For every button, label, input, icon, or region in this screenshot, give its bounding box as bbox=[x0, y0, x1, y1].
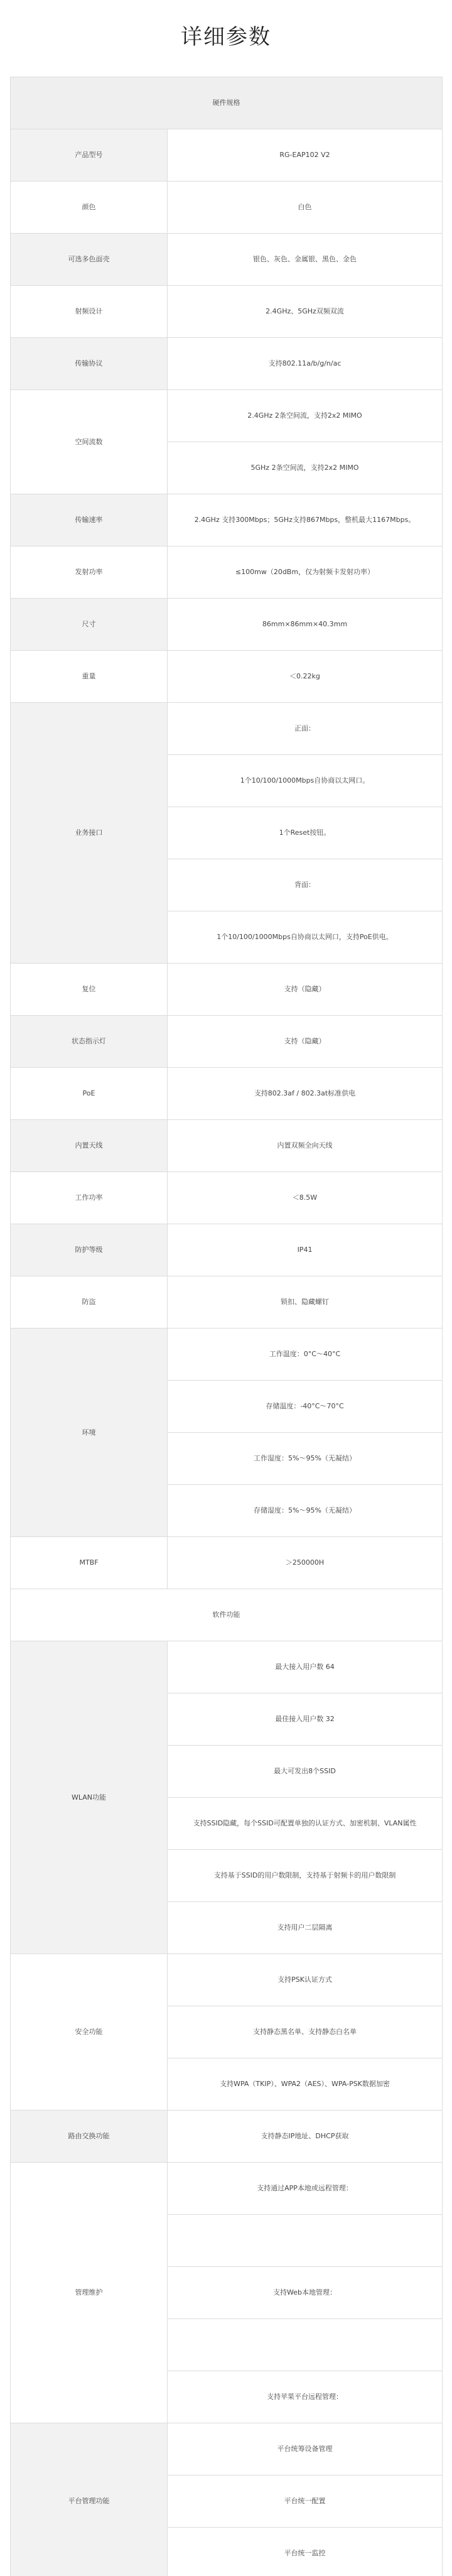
spec-label: 重量 bbox=[11, 651, 168, 703]
spec-value: 平台统筹设备管理 bbox=[168, 2423, 443, 2475]
software-spec-row bbox=[11, 2163, 443, 2215]
spec-row bbox=[11, 338, 443, 390]
spec-label: MTBF bbox=[11, 1537, 168, 1589]
spec-label: 产品型号 bbox=[11, 129, 168, 182]
spec-value: 支持基于SSID的用户数限制，支持基于射频卡的用户数限制 bbox=[168, 1850, 443, 1902]
spec-value: 背面： bbox=[168, 859, 443, 911]
spec-label: 传输速率 bbox=[11, 494, 168, 546]
spec-label: 可选多色面壳 bbox=[11, 234, 168, 286]
spec-label: 工作功率 bbox=[11, 1172, 168, 1224]
spec-value: 支持通过APP本地或远程管理： bbox=[168, 2163, 443, 2215]
spec-value: 平台统一监控 bbox=[168, 2528, 443, 2576]
spec-label: 尺寸 bbox=[11, 599, 168, 651]
spec-value: 工作温度：0°C～40°C bbox=[168, 1329, 443, 1381]
spec-row bbox=[11, 1068, 443, 1120]
spec-row bbox=[11, 390, 443, 442]
spec-value: IP41 bbox=[168, 1224, 443, 1276]
spec-value: 最佳接入用户数 32 bbox=[168, 1693, 443, 1746]
spec-row bbox=[11, 1224, 443, 1276]
spec-label: 路由交换功能 bbox=[11, 2111, 168, 2163]
spec-value: 支持苹果平台远程管理： bbox=[168, 2371, 443, 2423]
spec-row bbox=[11, 703, 443, 755]
spec-label: PoE bbox=[11, 1068, 168, 1120]
software-spec-row bbox=[11, 1641, 443, 1693]
spec-value: 支持SSID隐藏，每个SSID可配置单独的认证方式、加密机制、VLAN属性 bbox=[168, 1798, 443, 1850]
spec-label: 平台管理功能 bbox=[11, 2423, 168, 2576]
page-title: 详细参数 bbox=[181, 24, 271, 50]
spec-label: 复位 bbox=[11, 964, 168, 1016]
spec-label: 业务接口 bbox=[11, 703, 168, 964]
spec-row bbox=[11, 599, 443, 651]
spec-row bbox=[11, 234, 443, 286]
spec-table-body bbox=[11, 77, 443, 2576]
spec-label: WLAN功能 bbox=[11, 1641, 168, 1954]
spec-value: ＞250000H bbox=[168, 1537, 443, 1589]
spec-value: 5GHz 2条空间流，支持2x2 MIMO bbox=[168, 442, 443, 494]
spec-value: 1个10/100/1000Mbps自协商以太网口。 bbox=[168, 755, 443, 807]
spec-value: 白色 bbox=[168, 182, 443, 234]
spec-value: 支持802.3af / 802.3at标准供电 bbox=[168, 1068, 443, 1120]
spec-row bbox=[11, 1329, 443, 1381]
spec-value: 最大可发出8个SSID bbox=[168, 1746, 443, 1798]
section-title-hardware: 硬件规格 bbox=[11, 77, 443, 129]
spec-value: 支持802.11a/b/g/n/ac bbox=[168, 338, 443, 390]
software-spec-row bbox=[11, 2111, 443, 2163]
section-row-hardware bbox=[11, 77, 443, 129]
spec-label: 管理维护 bbox=[11, 2163, 168, 2423]
spec-value: 锁扣、隐藏螺钉 bbox=[168, 1276, 443, 1329]
spec-value: RG-EAP102 V2 bbox=[168, 129, 443, 182]
spec-label: 发射功率 bbox=[11, 546, 168, 599]
spec-value: 存储湿度：5%～95%（无凝结） bbox=[168, 1485, 443, 1537]
spec-value bbox=[168, 2215, 443, 2267]
spec-value: 银色、灰色、金属银、黑色、金色 bbox=[168, 234, 443, 286]
spec-value: 支持PSK认证方式 bbox=[168, 1954, 443, 2006]
spec-label: 传输协议 bbox=[11, 338, 168, 390]
software-spec-row bbox=[11, 2423, 443, 2475]
spec-row bbox=[11, 1172, 443, 1224]
spec-row bbox=[11, 129, 443, 182]
spec-value: ≤100mw（20dBm，仅为射频卡发射功率） bbox=[168, 546, 443, 599]
spec-row bbox=[11, 964, 443, 1016]
spec-label: 空间流数 bbox=[11, 390, 168, 494]
spec-value: 支持静态黑名单、支持静态白名单 bbox=[168, 2006, 443, 2058]
spec-row bbox=[11, 494, 443, 546]
spec-value: 86mm×86mm×40.3mm bbox=[168, 599, 443, 651]
spec-label: 内置天线 bbox=[11, 1120, 168, 1172]
spec-row bbox=[11, 286, 443, 338]
spec-label: 安全功能 bbox=[11, 1954, 168, 2111]
section-row-software bbox=[11, 1589, 443, 1641]
spec-label: 防盗 bbox=[11, 1276, 168, 1329]
spec-value: 存储温度：-40°C～70°C bbox=[168, 1381, 443, 1433]
spec-value: 支持（隐藏） bbox=[168, 1016, 443, 1068]
spec-value: ＜8.5W bbox=[168, 1172, 443, 1224]
spec-value: 最大接入用户数 64 bbox=[168, 1641, 443, 1693]
spec-label: 状态指示灯 bbox=[11, 1016, 168, 1068]
spec-value: 2.4GHz 支持300Mbps；5GHz支持867Mbps，整机最大1167Mbps。 bbox=[168, 494, 443, 546]
spec-value: 1个10/100/1000Mbps自协商以太网口，支持PoE供电。 bbox=[168, 911, 443, 964]
spec-row bbox=[11, 1016, 443, 1068]
spec-value: 支持Web本地管理： bbox=[168, 2267, 443, 2319]
spec-value: ＜0.22kg bbox=[168, 651, 443, 703]
spec-label: 颜色 bbox=[11, 182, 168, 234]
spec-row bbox=[11, 1537, 443, 1589]
spec-row bbox=[11, 1276, 443, 1329]
spec-value: 支持静态IP地址、DHCP获取 bbox=[168, 2111, 443, 2163]
spec-value: 支持WPA（TKIP）、WPA2（AES）、WPA-PSK数据加密 bbox=[168, 2058, 443, 2111]
spec-value: 1个Reset按钮。 bbox=[168, 807, 443, 859]
spec-table bbox=[10, 77, 443, 2576]
section-title-software: 软件功能 bbox=[11, 1589, 443, 1641]
spec-label: 射频设计 bbox=[11, 286, 168, 338]
spec-value: 工作湿度：5%～95%（无凝结） bbox=[168, 1433, 443, 1485]
spec-value bbox=[168, 2319, 443, 2371]
spec-value: 2.4GHz 2条空间流，支持2x2 MIMO bbox=[168, 390, 443, 442]
spec-label: 环境 bbox=[11, 1329, 168, 1537]
spec-value: 支持（隐藏） bbox=[168, 964, 443, 1016]
software-spec-row bbox=[11, 1954, 443, 2006]
spec-value: 支持用户二层隔离 bbox=[168, 1902, 443, 1954]
spec-row bbox=[11, 546, 443, 599]
spec-value: 正面： bbox=[168, 703, 443, 755]
spec-value: 平台统一配置 bbox=[168, 2475, 443, 2528]
spec-row bbox=[11, 651, 443, 703]
spec-row bbox=[11, 1120, 443, 1172]
spec-row bbox=[11, 182, 443, 234]
spec-value: 2.4GHz、5GHz双频双流 bbox=[168, 286, 443, 338]
spec-value: 内置双频全向天线 bbox=[168, 1120, 443, 1172]
spec-label: 防护等级 bbox=[11, 1224, 168, 1276]
